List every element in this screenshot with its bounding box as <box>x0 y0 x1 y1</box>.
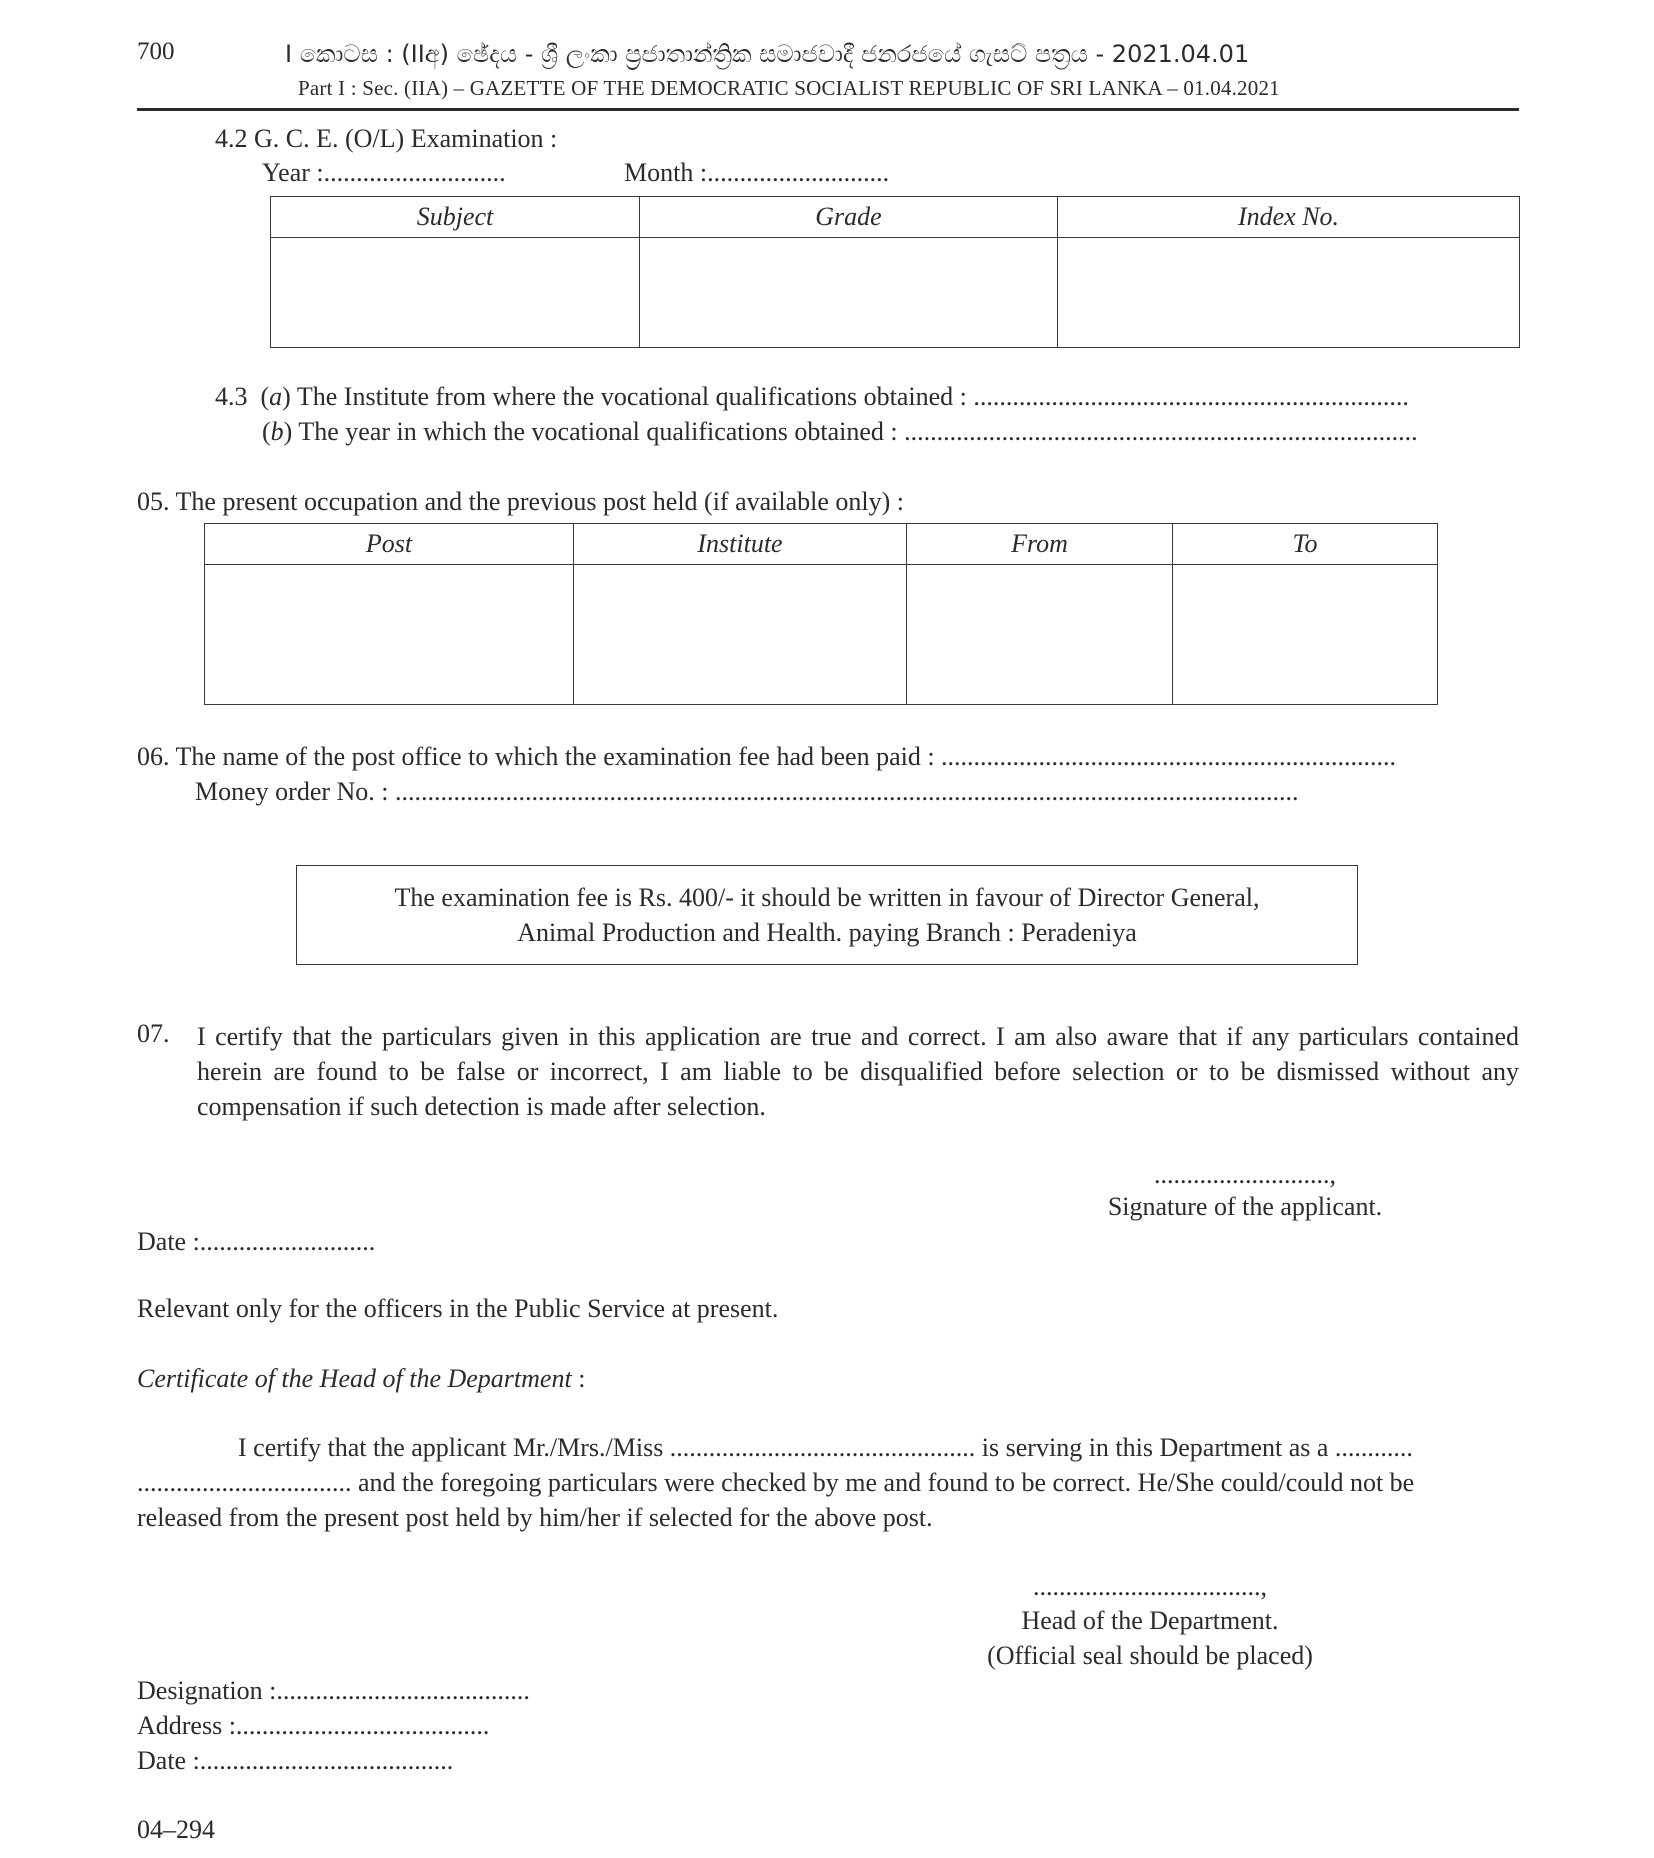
column-header-to: To <box>1173 524 1438 565</box>
post-office-field[interactable]: 06. The name of the post office to which the examination fee had been paid : ...................................................................... <box>137 742 1397 771</box>
certificate-line-2[interactable]: ................................. and the foregoing particulars were checked by me and found to be correct. He/She could/could not be <box>137 1468 1415 1497</box>
examination-fee-notice <box>296 865 1358 965</box>
notice-line-2: Animal Production and Health. paying Branch : Peradeniya <box>517 918 1137 947</box>
date-field[interactable]: Date :........................... <box>137 1227 376 1256</box>
footer-date-field[interactable]: Date :....................................... <box>137 1746 454 1775</box>
column-header-post: Post <box>205 524 574 565</box>
signature-line[interactable]: ..........................., <box>1154 1160 1336 1189</box>
certificate-heading-colon: : <box>571 1364 586 1393</box>
year-field[interactable]: Year :............................ <box>262 158 506 187</box>
document-code: 04–294 <box>137 1815 215 1844</box>
section-4-3-a: 4.3 (a) The Institute from where the vocational qualifications obtained : ................................................................... <box>215 382 1409 411</box>
item-a-letter: a <box>269 382 283 411</box>
index-no-cell[interactable] <box>1058 238 1520 348</box>
header-sinhala-title: I කොටස : (IIඅ) ඡේදය - ශ්‍රී ලංකා ප්‍රජාතාන්ත්‍රික සමාජවාදී ජනරජයේ ගැසට් පත්‍රය - 2021.04.01 <box>285 40 1250 68</box>
column-header-grade: Grade <box>640 197 1058 238</box>
to-cell[interactable] <box>1173 565 1438 705</box>
header-english-title: Part I : Sec. (IIA) – GAZETTE OF THE DEMOCRATIC SOCIALIST REPUBLIC OF SRI LANKA – 01.04.2021 <box>298 76 1280 100</box>
declaration-text: I certify that the particulars given in this application are true and correct. I am also aware that if any particulars contained herein are found to be false or incorrect, I am liable to be disqualified before selection or to be dismissed without any compensation if such detection is made after selection. <box>197 1022 1519 1121</box>
subject-cell[interactable] <box>271 238 640 348</box>
occupation-table <box>204 523 1438 705</box>
header-divider <box>137 108 1519 111</box>
certificate-line-1[interactable]: I certify that the applicant Mr./Mrs./Miss ............................................... is serving in this Department as a ............ <box>238 1433 1413 1462</box>
post-cell[interactable] <box>205 565 574 705</box>
section-4-3-number: 4.3 <box>215 382 248 411</box>
from-cell[interactable] <box>907 565 1173 705</box>
section-4-3-b: (b) The year in which the vocational qualifications obtained : ............................................................................... <box>262 417 1418 446</box>
address-field[interactable]: Address :....................................... <box>137 1711 490 1740</box>
vocational-year-field[interactable]: The year in which the vocational qualifications obtained : ............................................................................... <box>292 417 1418 446</box>
official-seal-note: (Official seal should be placed) <box>987 1641 1313 1670</box>
money-order-field[interactable]: Money order No. : ........................................................................................................................................... <box>195 777 1299 806</box>
column-header-subject: Subject <box>271 197 640 238</box>
column-header-institute: Institute <box>574 524 907 565</box>
section-07-number: 07. <box>137 1019 170 1048</box>
head-of-department-label: Head of the Department. <box>1021 1606 1279 1635</box>
column-header-index-no: Index No. <box>1058 197 1520 238</box>
grade-cell[interactable] <box>640 238 1058 348</box>
section-4-2-title: 4.2 G. C. E. (O/L) Examination : <box>215 124 558 153</box>
column-header-from: From <box>907 524 1173 565</box>
institute-cell[interactable] <box>574 565 907 705</box>
vocational-institute-field[interactable]: The Institute from where the vocational qualifications obtained : ................................................................... <box>290 382 1409 411</box>
certificate-heading-text: Certificate of the Head of the Department <box>137 1364 572 1393</box>
relevant-note: Relevant only for the officers in the Public Service at present. <box>137 1294 779 1323</box>
item-b-letter: b <box>270 417 284 446</box>
page-number: 700 <box>137 38 175 65</box>
ol-results-table <box>270 196 1520 348</box>
month-field[interactable]: Month :............................ <box>624 158 890 187</box>
certificate-heading <box>137 1364 585 1394</box>
designation-field[interactable]: Designation :....................................... <box>137 1676 530 1705</box>
section-05-title: 05. The present occupation and the previous post held (if available only) : <box>137 487 905 516</box>
notice-line-1: The examination fee is Rs. 400/- it should be written in favour of Director General, <box>394 883 1260 912</box>
signature-label: Signature of the applicant. <box>1107 1192 1383 1221</box>
head-signature-line[interactable]: ..................................., <box>1033 1572 1267 1601</box>
certificate-line-3: released from the present post held by him/her if selected for the above post. <box>137 1503 933 1532</box>
